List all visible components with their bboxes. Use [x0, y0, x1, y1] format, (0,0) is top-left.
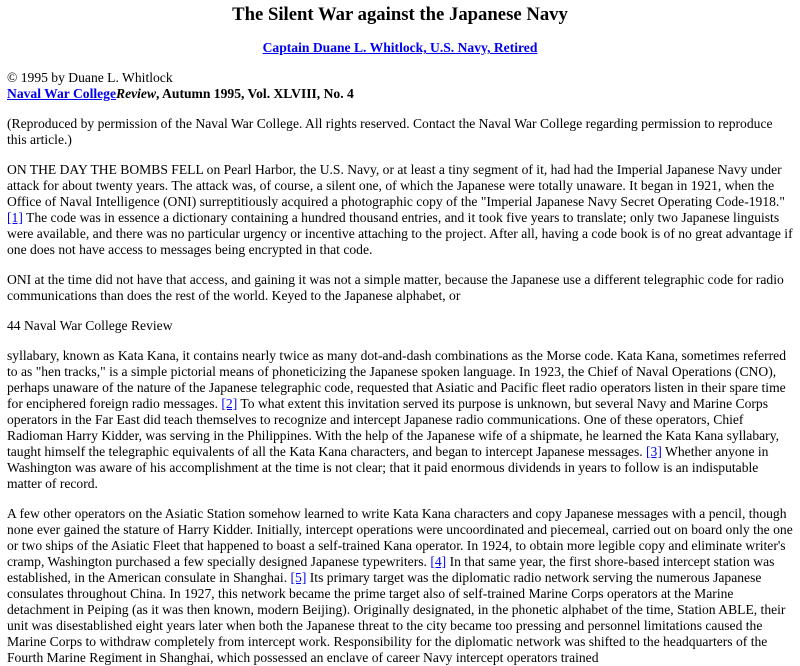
source-line — [7, 86, 793, 102]
text-span: Whether anyone in Washington was aware of his accomplishment at the time is not clear; that it paid enormous dividends in years to follow is an indisputable matter of record. — [7, 444, 769, 491]
text-span: ON THE DAY THE BOMBS FELL on Pearl Harbor, the U.S. Navy, or at least a tiny segment of it, had had the Imperial Japanese Navy under attack for about twenty years. The attack was, of course, a silent one, of which the Japanese were totally unaware. It began in 1921, when the Office of Naval Intelligence (ONI) surreptitiously acquired a photographic copy of the "Imperial Japanese Navy Secret Operating Code-1918." — [7, 162, 785, 209]
permission-paragraph: (Reproduced by permission of the Naval War College. All rights reserved. Contact the Naval War College regarding permission to reproduce this article.) — [7, 116, 773, 147]
body-paragraph-2: ONI at the time did not have that access, and gaining it was not a simple matter, because the Japanese use a different telegraphic code for radio communications than does the rest of the world. Keyed to the Japanese alphabet, or — [7, 272, 784, 303]
author-line — [7, 40, 793, 56]
text-span: syllabary, known as Kata Kana, it contains nearly twice as many dot-and-dash combinations as the Morse code. Kata Kana, sometimes referred to as "hen tracks," is a simple pictorial means of phoneticizing the Japanese spoken language. In 1923, the Chief of Naval Operations (CNO), perhaps unaware of the nature of the Japanese telegraphic code, requested that Asiatic and Pacific fleet radio operators listen in their spare time for enciphered foreign radio messages. — [7, 348, 786, 411]
source-details: , Autumn 1995, Vol. XLVIII, No. 4 — [156, 86, 354, 101]
source-italic: Review — [116, 86, 157, 101]
text-span: The code was in essence a dictionary containing a hundred thousand entries, and it took five years to translate; only two Japanese linguists were available, and there was no particular urgency or incentive attaching to the project. After all, having a code book is of no great advantage if one does not have access to messages being encrypted in that code. — [7, 210, 793, 257]
copyright-line: © 1995 by Duane L. Whitlock — [7, 70, 173, 85]
publication-info — [7, 70, 793, 102]
source-link[interactable]: Naval War College — [7, 86, 116, 101]
footnote-link-1[interactable]: [1] — [7, 210, 23, 225]
text-span: To what extent this invitation served its purpose is unknown, but several Navy and Marine Corps operators in the Far East did teach themselves to recognize and intercept Japanese radio communications. One of these operators, Chief Radioman Harry Kidder, was serving in the Philippines. With the help of the Japanese wife of a shipmate, he learned the Kata Kana syllabary, taught himself the telegraphic equivalents of all the Kata Kana characters, and began to intercept Japanese messages. — [7, 396, 780, 459]
page-marker: 44 Naval War College Review — [7, 318, 173, 333]
body-paragraph-4 — [7, 506, 793, 666]
body-paragraph-1 — [7, 162, 793, 258]
text-span: A few other operators on the Asiatic Station somehow learned to write Kata Kana characters and copy Japanese messages with a pencil, though none ever gained the stature of Harry Kidder. Initially, intercept operations were uncoordinated and piecemeal, carried out on board only the one or two ships of the Asiatic Fleet that happened to boast a self-trained Kana operator. In 1924, to obtain more legible copy and eliminate writer's cramp, Washington purchased a few specially designed Japanese typewriters. — [7, 506, 793, 569]
text-span: Its primary target was the diplomatic radio network serving the numerous Japanese consulates throughout China. In 1927, this network became the prime target also of self-trained Marine Corps operators at the Marine detachment in Peiping (as it was then known, modern Beijing). Originally designated, in the phonetic alphabet of the time, Station ABLE, their unit was disestablished eight years later when both the Japanese threat to the city became too pressing and personnel limitations caused the Marine Corps to withdraw completely from intercept work. Responsibility for the diplomatic network was shifted to the headquarters of the Fourth Marine Regiment in Shanghai, which possessed an enclave of career Navy intercept operators trained — [7, 570, 786, 665]
page-title: The Silent War against the Japanese Navy — [232, 4, 568, 25]
body-paragraph-3 — [7, 348, 793, 492]
footnote-link-3[interactable]: [3] — [646, 444, 662, 459]
author-link[interactable]: Captain Duane L. Whitlock, U.S. Navy, Retired — [262, 40, 538, 55]
text-span: In that same year, the first shore-based intercept station was established, in the American consulate in Shanghai. — [7, 554, 775, 585]
footnote-link-4[interactable]: [4] — [430, 554, 447, 569]
footnote-link-5[interactable]: [5] — [290, 570, 307, 585]
footnote-link-2[interactable]: [2] — [221, 396, 238, 411]
